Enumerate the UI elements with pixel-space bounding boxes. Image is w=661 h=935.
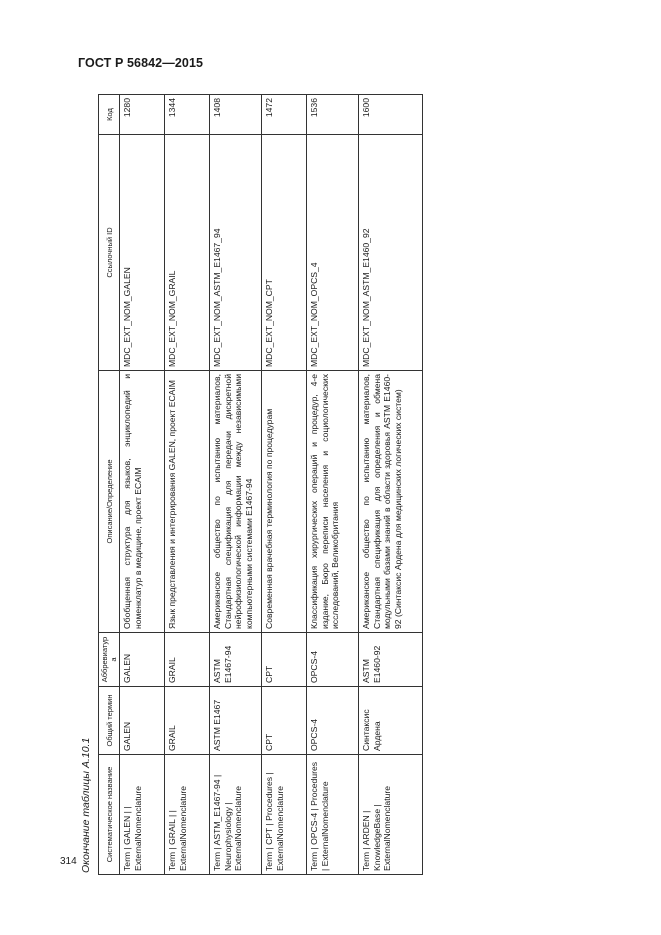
header-systematic-name: Систематическое название: [99, 755, 120, 875]
cell-reference-id: MDC_EXT_NOM_CPT: [262, 135, 307, 371]
cell-systematic-name: Term | GALEN | | ExternalNomenclature: [120, 755, 165, 875]
cell-abbreviation: GALEN: [120, 633, 165, 687]
page-number: 314: [60, 856, 77, 867]
cell-code: 1536: [307, 95, 359, 135]
cell-code: 1280: [120, 95, 165, 135]
cell-common-term: OPCS-4: [307, 687, 359, 755]
table-row: [262, 95, 307, 875]
header-common-term: Общий термин: [99, 687, 120, 755]
cell-description: Классификация хирургических операций и процедур, 4-е издание, Бюро переписи населения и социологических исследований, Великобритания: [307, 371, 359, 633]
cell-abbreviation: ASTM E1460-92: [359, 633, 423, 687]
cell-description: Язык представления и интегрирования GALEN, проект ECAIM: [165, 371, 210, 633]
cell-systematic-name: Term | OPCS-4 | Procedures | ExternalNomenclature: [307, 755, 359, 875]
cell-systematic-name: Term | ASTM_E1467-94 | Neurophysiology | ExternalNomenclature: [210, 755, 262, 875]
table-row: [307, 95, 359, 875]
cell-abbreviation: CPT: [262, 633, 307, 687]
table-row: [120, 95, 165, 875]
cell-common-term: ASTM E1467: [210, 687, 262, 755]
cell-code: 1408: [210, 95, 262, 135]
cell-systematic-name: Term | CPT | Procedures | ExternalNomenclature: [262, 755, 307, 875]
cell-reference-id: MDC_EXT_NOM_ASTM_E1460_92: [359, 135, 423, 371]
cell-common-term: GRAIL: [165, 687, 210, 755]
header-abbreviation: Аббревиатура: [99, 633, 120, 687]
cell-reference-id: MDC_EXT_NOM_GALEN: [120, 135, 165, 371]
cell-common-term: CPT: [262, 687, 307, 755]
cell-code: 1344: [165, 95, 210, 135]
header-reference-id: Ссылочный ID: [99, 135, 120, 371]
table-row: [210, 95, 262, 875]
cell-abbreviation: OPCS-4: [307, 633, 359, 687]
cell-description: Американское общество по испытанию материалов, Стандартная спецификация для определения и обмена модульными базами знаний в области здоровья ASTM E1460-92 (Синтаксис Ардена для медицинских логических систем): [359, 371, 423, 633]
cell-code: 1472: [262, 95, 307, 135]
cell-reference-id: MDC_EXT_NOM_ASTM_E1467_94: [210, 135, 262, 371]
header-code: Код: [99, 95, 120, 135]
cell-code: 1600: [359, 95, 423, 135]
cell-systematic-name: Term | ARDEN | KnowledgeBase | ExternalNomenclature: [359, 755, 423, 875]
document-header: ГОСТ Р 56842—2015: [78, 56, 204, 70]
cell-reference-id: MDC_EXT_NOM_OPCS_4: [307, 135, 359, 371]
cell-common-term: GALEN: [120, 687, 165, 755]
cell-common-term: Синтаксис Ардена: [359, 687, 423, 755]
cell-reference-id: MDC_EXT_NOM_GRAIL: [165, 135, 210, 371]
table-caption: Окончание таблицы А.10.1: [80, 737, 92, 873]
rotated-table-block: [78, 95, 408, 875]
cell-description: Обобщенная структура для языков, энциклопедий и номенклатур в медицине, проект ECAIM: [120, 371, 165, 633]
cell-abbreviation: ASTM E1467-94: [210, 633, 262, 687]
cell-systematic-name: Term | GRAIL | | ExternalNomenclature: [165, 755, 210, 875]
cell-description: Американское общество по испытанию материалов, Стандартная спецификация для передачи дискретной нейрофизиологической информации между независимыми компьютерными системами E1467-94: [210, 371, 262, 633]
data-table: [98, 94, 423, 875]
cell-abbreviation: GRAIL: [165, 633, 210, 687]
table-row: [359, 95, 423, 875]
table-header-row: [99, 95, 120, 875]
header-description: Описание/Определение: [99, 371, 120, 633]
table-row: [165, 95, 210, 875]
cell-description: Современная врачебная терминология по процедурам: [262, 371, 307, 633]
